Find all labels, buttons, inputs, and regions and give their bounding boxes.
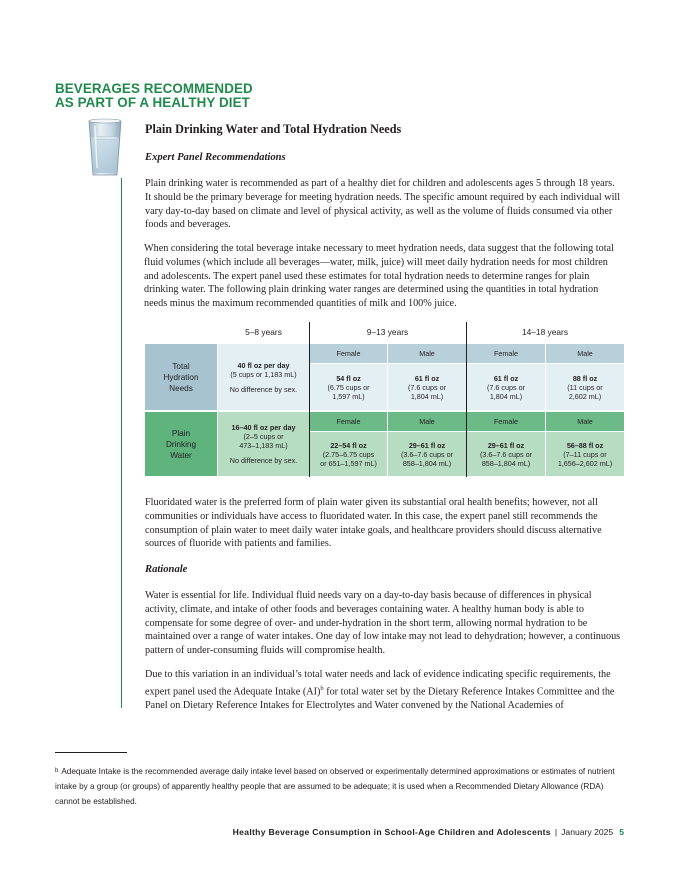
cell-value: 29–61 fl oz [487, 440, 525, 450]
section-divider-line [121, 178, 122, 708]
footnote [55, 764, 625, 809]
cell-detail: (5 cups or 1,183 mL) [230, 369, 297, 379]
cell-detail: 1,804 mL) [489, 391, 523, 401]
hydration-table [145, 322, 624, 477]
footnote-rule [55, 752, 127, 753]
cell-detail: (2–5 cups or [243, 432, 284, 441]
age-header-5-8: 5–8 years [245, 326, 282, 337]
cell-14-18-female-water [467, 432, 545, 476]
cell-value: 40 fl oz per day [237, 360, 290, 370]
age-header-14-18: 14–18 years [521, 326, 569, 337]
paragraph-adequate-intake-part2: for total water set by the Dietary Reference Intakes Committee and the Panel on Dietary Reference Intakes for Electrolytes and Water convened by the National Academies of [145, 686, 615, 711]
cell-9-13-male-water [388, 432, 466, 476]
row-label-line: Plain [171, 428, 191, 438]
cell-value: 61 fl oz [493, 373, 519, 383]
cell-detail: 858–1,804 mL) [402, 458, 452, 468]
row-label-total-hydration [145, 344, 217, 410]
cell-detail: (2.75–6.75 cups [322, 449, 375, 459]
cell-14-18-male-water [546, 432, 624, 476]
row-label-line: Needs [169, 383, 193, 393]
paragraph-adequate-intake-part1: Due to this variation in an individual’s total water needs and lack of evidence indicating specific requirements, the expert panel used the Adequate Intake (AI) [145, 669, 611, 698]
cell-14-18-female-total [467, 364, 545, 410]
section-title [55, 82, 253, 110]
section-title-line2: AS PART OF A HEALTHY DIET [55, 95, 250, 110]
cell-detail: 858–1,804 mL) [481, 458, 531, 468]
age-header-9-13: 9–13 years [366, 326, 409, 337]
row-label-plain-drinking-water [145, 412, 217, 476]
cell-detail: or 651–1,597 mL) [320, 458, 377, 468]
sex-header: Male [388, 344, 466, 363]
water-glass-icon [86, 118, 124, 178]
cell-9-13-female-total [310, 364, 387, 410]
sex-header: Female [310, 344, 387, 363]
footer-title: Healthy Beverage Consumption in School-Age Children and Adolescents [232, 827, 551, 837]
footnote-marker: b [55, 768, 59, 774]
cell-note: No difference by sex. [229, 384, 298, 394]
cell-note: No difference by sex. [229, 456, 298, 465]
sex-header: Female [467, 344, 545, 363]
sex-header: Male [388, 412, 466, 431]
paragraph-adequate-intake [145, 668, 623, 713]
row-label-line: Water [170, 450, 192, 460]
paragraph-intro: Plain drinking water is recommended as part of a healthy diet for children and adolescents ages 5 through 18 years. It should be the primary beverage for meeting hydration needs. The specific amount required by each individual will vary day-to-day based on climate and level of physical activity, as well as the volume of fluids consumed via other foods and beverages. [145, 178, 621, 231]
sex-header: Male [546, 344, 624, 363]
sex-header: Female [467, 412, 545, 431]
footnote-reference: b [320, 684, 324, 692]
cell-detail: 1,804 mL) [410, 391, 444, 401]
paragraph-rationale: Water is essential for life. Individual fluid needs vary on a day-to-day basis because of differences in physical activity, climate, and intake of other foods and beverages containing water. A healthy human body is able to compensate for some degree of over- and under-hydration in the short term, allowing normal hydration to be maintained over a range of water intakes. One day of low intake may not lead to dehydration; however, a continuous pattern of under-consuming fluids will compromise health. [145, 590, 621, 657]
cell-detail: 2,602 mL) [568, 391, 602, 401]
cell-value: 61 fl oz [414, 373, 440, 383]
subheading-expert-panel: Expert Panel Recommendations [145, 152, 286, 163]
cell-value: 16–40 fl oz per day [231, 423, 296, 432]
subheading-rationale: Rationale [145, 564, 188, 575]
cell-5-8-water [218, 412, 309, 476]
cell-value: 54 fl oz [336, 373, 361, 383]
cell-detail: (3.6–7.6 cups or [480, 449, 532, 459]
cell-detail: (7.6 cups or [408, 382, 446, 392]
paragraph-fluoridated-water: Fluoridated water is the preferred form of plain water given its substantial oral health benefits; however, not all communities or individuals have access to fluoridated water. In this case, the expert panel still recommends the consumption of plain water to meet daily water intake goals, and healthcare providers should discuss alternative sources of fluoride with patients and families. [145, 497, 602, 550]
page-footer [233, 827, 624, 837]
cell-detail: (11 cups or [567, 382, 603, 392]
row-label-line: Total [172, 361, 190, 371]
cell-9-13-male-total [388, 364, 466, 410]
cell-value: 88 fl oz [572, 373, 598, 383]
page-number: 5 [619, 827, 624, 837]
cell-value: 56–88 fl oz [566, 440, 604, 450]
cell-detail: 1,597 mL) [332, 391, 365, 401]
row-label-line: Drinking [165, 439, 197, 449]
cell-value: 29–61 fl oz [408, 440, 446, 450]
cell-detail: 473–1,183 mL) [239, 441, 288, 450]
footer-separator: | [554, 827, 558, 837]
sex-header: Male [546, 412, 624, 431]
cell-14-18-male-total [546, 364, 624, 410]
cell-detail: (3.6–7.6 cups or [401, 449, 453, 459]
cell-5-8-total [218, 344, 309, 410]
cell-detail: (7.6 cups or [487, 382, 525, 392]
section-title-line1: BEVERAGES RECOMMENDED [55, 81, 253, 96]
cell-detail: 1,656–2,602 mL) [557, 458, 613, 468]
footnote-text: Adequate Intake is the recommended average daily intake level based on observed or experimentally determined approximations or estimates of nutrient intake by a group (or groups) of apparently healthy people that are assumed to be adequate; it is used when a Recommended Dietary Allowance (RDA) cannot be established. [55, 767, 615, 806]
cell-9-13-female-water [310, 432, 387, 476]
sex-header: Female [310, 412, 387, 431]
paragraph-hydration-needs: When considering the total beverage intake necessary to meet hydration needs, data suggest that the following total fluid volumes (which include all beverages—water, milk, juice) will meet daily hydration needs for most children and adolescents. The expert panel used these estimates for total hydration needs to determine ranges for plain drinking water. The following plain drinking water ranges are determined using the quantities in total hydration needs minus the maximum recommended quantities of milk and 100% juice. [144, 243, 614, 310]
cell-value: 22–54 fl oz [330, 440, 367, 450]
page-heading: Plain Drinking Water and Total Hydration Needs [145, 122, 402, 136]
footer-date: January 2025 [561, 827, 614, 837]
row-label-line: Hydration [163, 372, 199, 382]
cell-detail: (6.75 cups or [327, 382, 370, 392]
cell-detail: (7–11 cups or [563, 449, 607, 459]
